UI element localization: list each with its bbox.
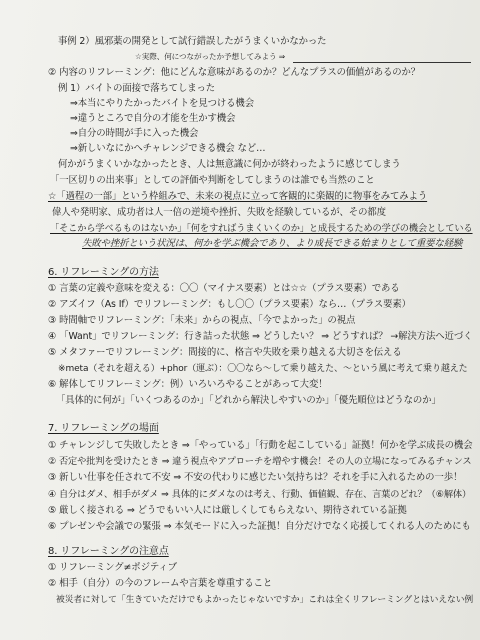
s2-bullet: ⇒本当にやりたかったバイトを見つける機会 [70, 98, 254, 109]
s2-paragraph: 「一区切りの出来事」としての評価や判断をしてしまうのは誰でも当然のこと [50, 175, 375, 186]
s6-item: ① 言葉の定義や意味を変える：〇〇（マイナス要素）とは☆☆（プラス要素）である [48, 283, 400, 294]
s2-bullet: ⇒違うところで自分の才能を生かす機会 [70, 113, 236, 124]
case2-prompt-text: ☆実際、何につながったか予想してみよう ⇒ [135, 52, 286, 61]
answer-blank [293, 53, 471, 63]
s7-item: ③ 新しい仕事を任されて不安 ⇒ 不安の代わりに感じたい気持ちは？それを手に入れるための一歩！ [48, 472, 463, 483]
s6-item: ③ 時間軸でリフレーミング：「未来」からの視点、「今でよかった」の視点 [48, 315, 356, 326]
s2-paragraph: 偉人や発明家、成功者は人一倍の逆境や挫折、失敗を経験しているが、その都度 [52, 207, 386, 218]
s7-item: ⑤ 厳しく接される ⇒ どうでもいい人には厳しくしてもらえない、期待されている証拠 [48, 505, 407, 516]
s8-item: ① リフレーミング≠ポジティブ [48, 562, 177, 573]
s6-note: ※meta（それを超える）+phor（運ぶ）：〇〇なら～して乗り越えた、～という風に考えて乗り越えた [58, 364, 468, 374]
s6-item: ⑥ 解体してリフレーミング：例）いろいろやることがあって大変！ [48, 379, 328, 390]
case2-prompt [135, 51, 471, 63]
s7-item: ⑥ プレゼンや会議での緊張 ⇒ 本気モードに入った証拠！自分だけでなく応援してくれる人のためにも [48, 521, 471, 532]
s6-note: 「具体的に何が」「いくつあるのか」「どれから解決しやすいのか」「優先順位はどうなのか」 [56, 395, 441, 406]
s2-bullet: ⇒新しいなにかへチャレンジできる機会 など… [70, 143, 266, 154]
s8-note: 被災者に対して「生きていただけでもよかったじゃないですか」これは全くリフレーミングとはいえない例 [56, 595, 474, 605]
s8-heading: 8. リフレーミングの注意点 [48, 546, 169, 557]
s2-paragraph-underlined: 「そこから学べるものはないか」「何をすればうまくいくのか」と成長するための学びの機会としている [50, 223, 473, 234]
s7-heading: 7. リフレーミングの場面 [48, 423, 159, 434]
s6-item: ④ 「Want」でリフレーミング：行き詰った状態 ⇒ どうしたい？ ⇒ どうすれば？ →解決方法へ近づく [48, 331, 473, 342]
case2-title: 事例 2）風邪薬の開発として試行錯誤したがうまくいかなかった [58, 36, 327, 47]
s6-heading: 6. リフレーミングの方法 [48, 267, 159, 278]
s7-item: ① チャレンジして失敗したとき ⇒「やっている」「行動を起こしている」証拠！何かを学ぶ成長の機会 [48, 440, 473, 451]
s2-example1: 例 1）バイトの面接で落ちてしまった [58, 83, 216, 94]
s2-conclusion: 失敗や挫折という状況は、何かを学ぶ機会であり、より成長できる始まりとして重要な経験 [82, 238, 463, 249]
s2-paragraph: 何かがうまくいかなかったとき、人は無意識に何かが終わったように感じてしまう [58, 159, 401, 170]
s6-item: ② アズイフ（As If）でリフレーミング：もし〇〇（プラス要素）なら…（プラス要素） [48, 299, 411, 310]
s8-item: ② 相手（自分）の今のフレームや言葉を尊重すること [48, 578, 273, 589]
s7-item: ② 否定や批判を受けたとき ⇒ 違う視点やアプローチを増やす機会！その人の立場になってみるチャンス [48, 456, 472, 467]
s2-bullet: ⇒自分の時間が手に入った機会 [70, 128, 199, 139]
s7-item: ④ 自分はダメ、相手がダメ ⇒ 具体的にダメなのは考え、行動、価値観、存在、言葉のどれ？（⑥解体） [48, 489, 472, 500]
s6-item: ⑤ メタファーでリフレーミング：間接的に、格言や失敗を乗り越える大切さを伝える [48, 347, 402, 358]
s2-heading: ② 内容のリフレーミング：他にどんな意味があるのか？どんなプラスの価値があるのか？ [48, 67, 421, 78]
s2-paragraph-underlined: ☆「過程の一部」という枠組みで、未来の視点に立って客観的に楽観的に物事をみてみよう [48, 191, 428, 202]
